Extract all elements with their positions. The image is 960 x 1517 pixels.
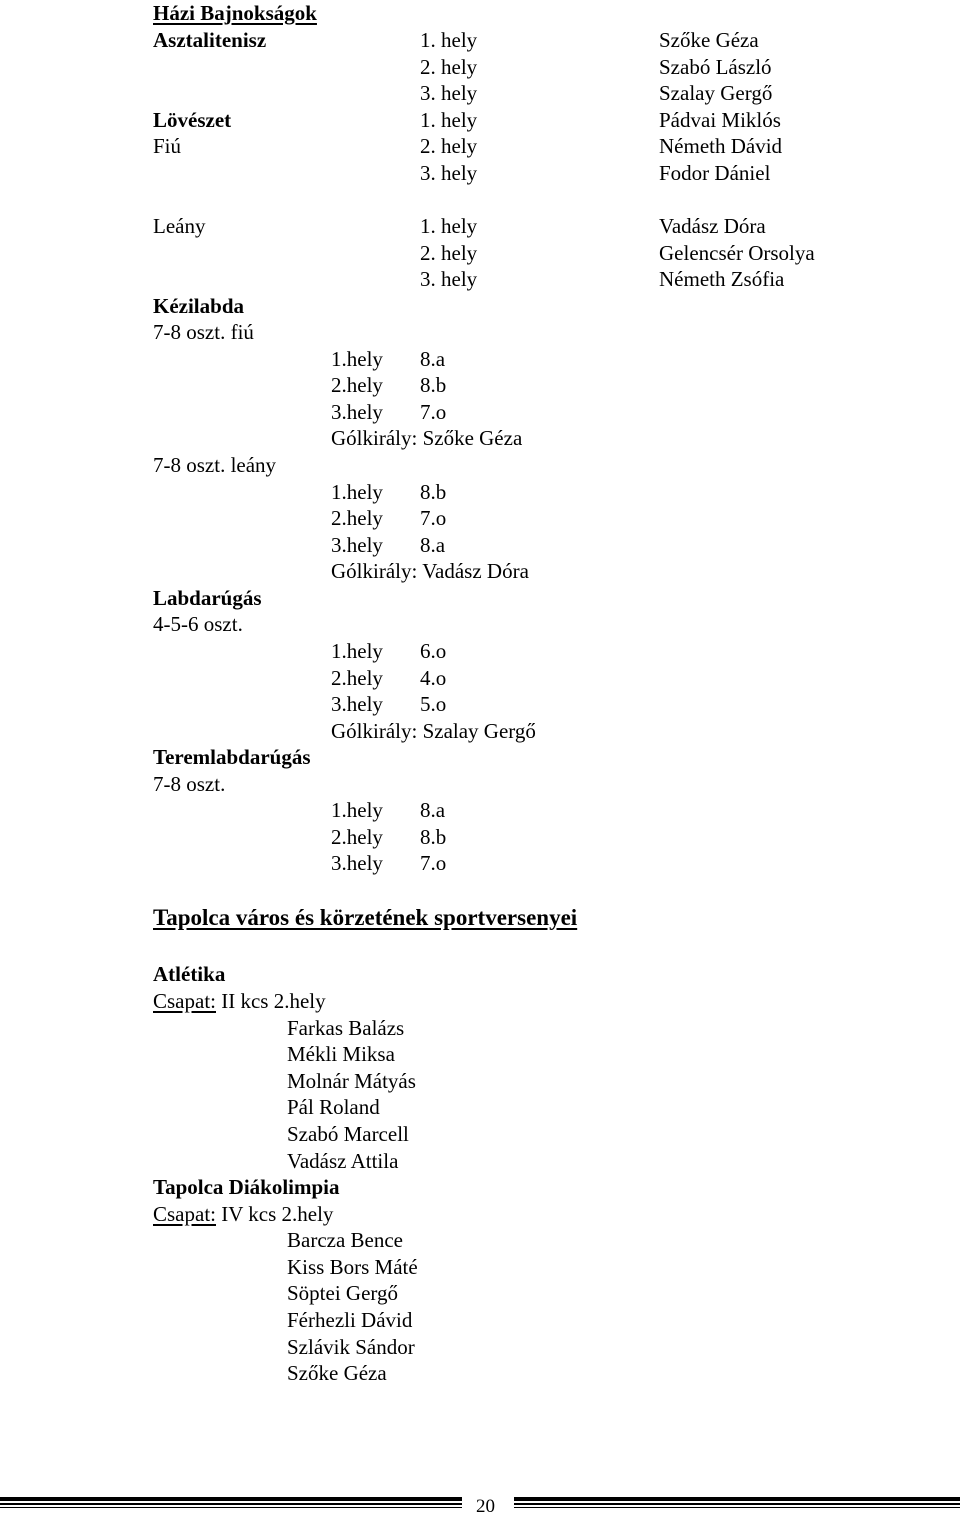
team-label: 5.o <box>420 692 447 716</box>
footer-rule-right <box>514 1497 960 1509</box>
sport-label-handball: Kézilabda <box>153 294 245 318</box>
sport-label-athletics: Atlétika <box>153 962 226 986</box>
place-label: 2.hely <box>331 666 383 690</box>
top-scorer: Gólkirály: Vadász Dóra <box>331 559 529 583</box>
place-label: 2.hely <box>331 825 383 849</box>
sport-label-table-tennis: Asztalitenisz <box>153 28 267 52</box>
top-scorer: Gólkirály: Szőke Géza <box>331 426 523 450</box>
sport-label-olympics: Tapolca Diákolimpia <box>153 1175 340 1199</box>
sport-label-football: Labdarúgás <box>153 586 262 610</box>
winner-name: Szabó László <box>659 55 772 79</box>
team-label: 8.b <box>420 825 447 849</box>
team-member: Mékli Miksa <box>287 1042 395 1066</box>
winner-name: Fodor Dániel <box>659 161 771 185</box>
place-label: 3. hely <box>420 161 478 185</box>
place-label: 3. hely <box>420 267 478 291</box>
category-label-girls: 7-8 oszt. leány <box>153 453 277 477</box>
team-member: Szőke Géza <box>287 1361 387 1385</box>
place-label: 2.hely <box>331 506 383 530</box>
grade-label: 7-8 oszt. <box>153 772 226 796</box>
place-label: 3.hely <box>331 851 383 875</box>
team-label: 8.a <box>420 347 446 371</box>
category-label-boys: 7-8 oszt. fiú <box>153 320 254 344</box>
team-member: Söptei Gergő <box>287 1281 399 1305</box>
place-label: 2. hely <box>420 241 478 265</box>
place-label: 1.hely <box>331 480 383 504</box>
winner-name: Gelencsér Orsolya <box>659 241 815 265</box>
place-label: 3.hely <box>331 533 383 557</box>
category-label-girls: Leány <box>153 214 206 238</box>
winner-name: Németh Dávid <box>659 134 783 158</box>
team-info: IV kcs 2.hely <box>216 1202 334 1226</box>
winner-name: Szőke Géza <box>659 28 759 52</box>
place-label: 1.hely <box>331 639 383 663</box>
team-member: Szabó Marcell <box>287 1122 409 1146</box>
team-label: 8.b <box>420 373 447 397</box>
team-member: Férhezli Dávid <box>287 1308 413 1332</box>
team-label: 4.o <box>420 666 447 690</box>
team-member: Pál Roland <box>287 1095 380 1119</box>
team-member: Farkas Balázs <box>287 1016 405 1040</box>
sport-label-indoor-football: Teremlabdarúgás <box>153 745 311 769</box>
footer-rule-left <box>0 1497 462 1509</box>
winner-name: Pádvai Miklós <box>659 108 781 132</box>
team-info: II kcs 2.hely <box>216 989 326 1013</box>
team-label: 8.a <box>420 798 446 822</box>
team-member: Szlávik Sándor <box>287 1335 415 1359</box>
place-label: 1. hely <box>420 108 478 132</box>
place-label: 1. hely <box>420 214 478 238</box>
top-scorer: Gólkirály: Szalay Gergő <box>331 719 536 743</box>
page-number: 20 <box>476 1496 495 1517</box>
place-label: 3. hely <box>420 81 478 105</box>
place-label: 1.hely <box>331 347 383 371</box>
sport-label-shooting: Lövészet <box>153 108 232 132</box>
winner-name: Németh Zsófia <box>659 267 785 291</box>
place-label: 1. hely <box>420 28 478 52</box>
team-label: 8.a <box>420 533 446 557</box>
place-label: 3.hely <box>331 692 383 716</box>
team-line <box>153 1204 333 1225</box>
place-label: 2.hely <box>331 373 383 397</box>
team-label: 7.o <box>420 400 447 424</box>
team-member: Molnár Mátyás <box>287 1069 416 1093</box>
place-label: 1.hely <box>331 798 383 822</box>
winner-name: Szalay Gergő <box>659 81 773 105</box>
place-label: 2. hely <box>420 134 478 158</box>
place-label: 2. hely <box>420 55 478 79</box>
team-label: 7.o <box>420 506 447 530</box>
team-member: Barcza Bence <box>287 1228 404 1252</box>
team-label: Csapat: <box>153 1202 216 1226</box>
grade-label: 4-5-6 oszt. <box>153 612 243 636</box>
team-label: 6.o <box>420 639 447 663</box>
team-label: 7.o <box>420 851 447 875</box>
place-label: 3.hely <box>331 400 383 424</box>
team-member: Kiss Bors Máté <box>287 1255 418 1279</box>
section-heading-house: Házi Bajnokságok <box>153 1 317 25</box>
team-label: 8.b <box>420 480 447 504</box>
team-member: Vadász Attila <box>287 1149 399 1173</box>
section-heading-tapolca: Tapolca város és körzetének sportversenyei <box>153 905 578 930</box>
winner-name: Vadász Dóra <box>659 214 766 238</box>
team-line <box>153 991 326 1012</box>
team-label: Csapat: <box>153 989 216 1013</box>
category-label-boys: Fiú <box>153 134 182 158</box>
